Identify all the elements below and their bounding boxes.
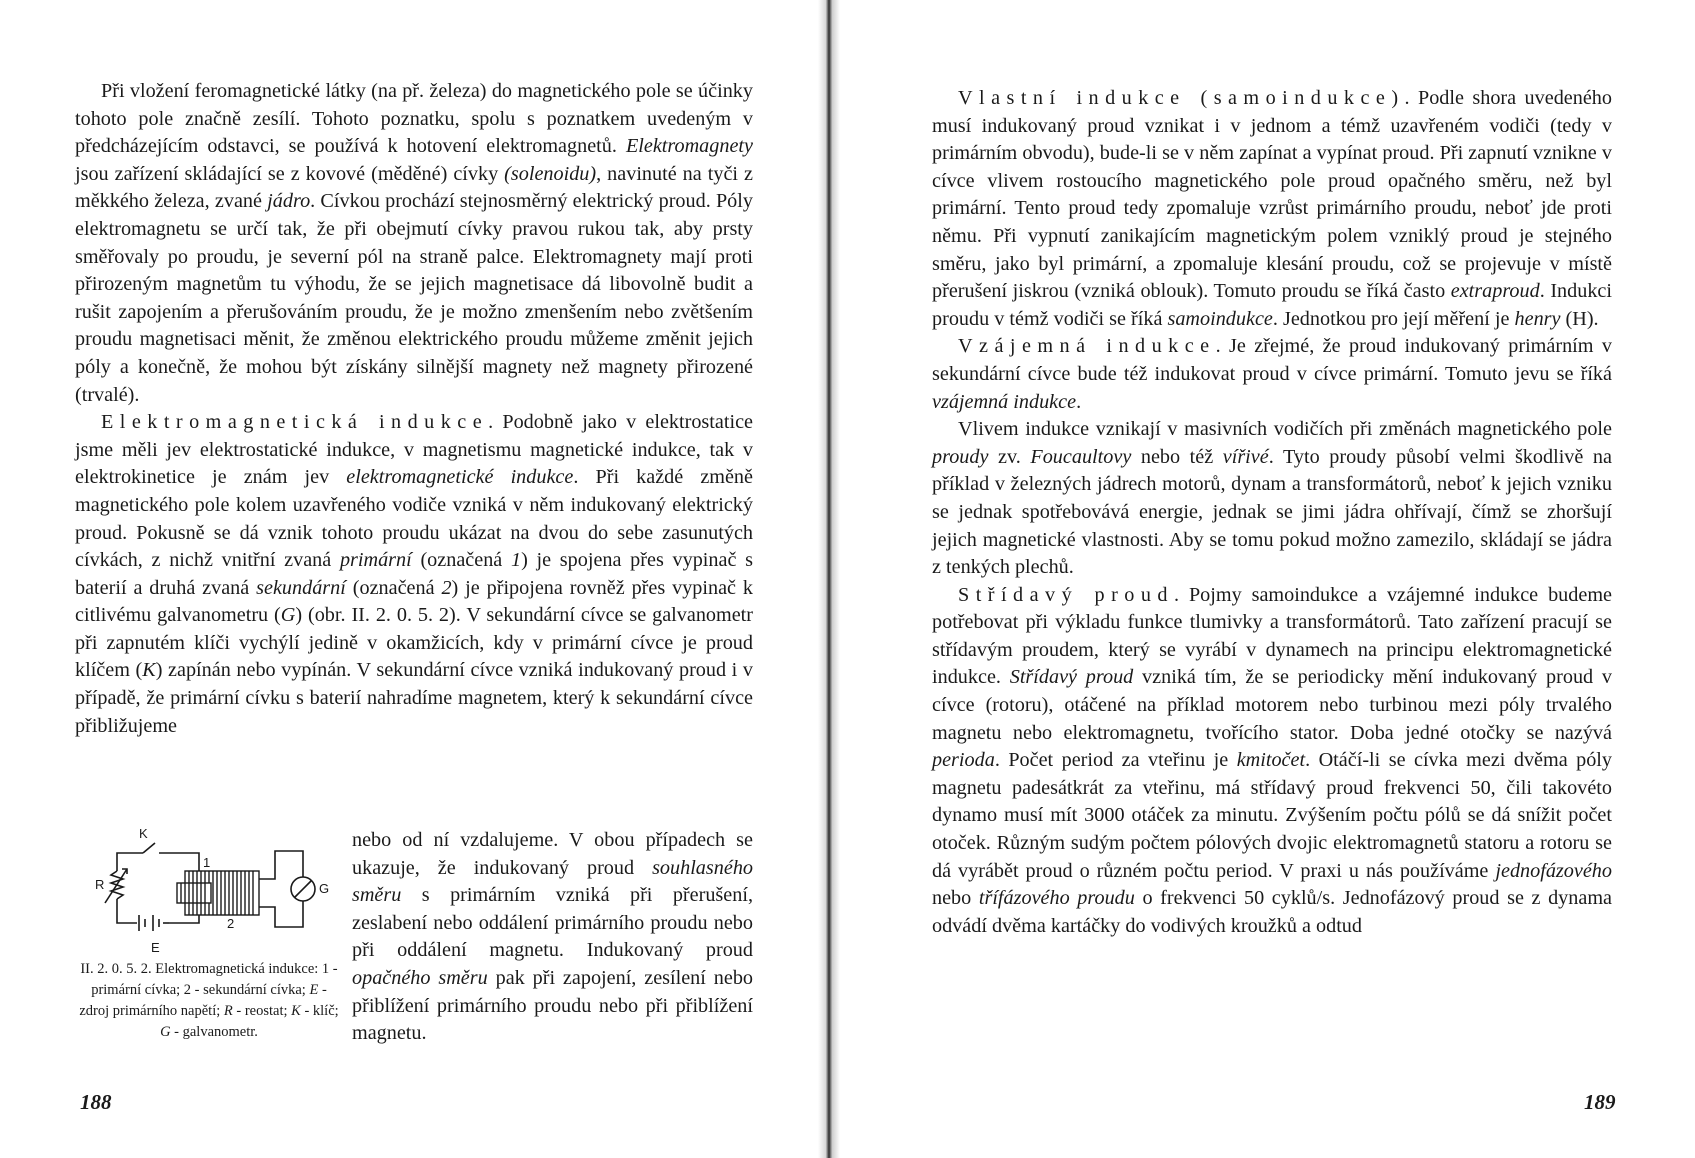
text-run: - klíč; (300, 1003, 339, 1019)
text-run: . Jednotkou pro její měření je (1272, 307, 1515, 330)
text-run: II. 2. 0. 5. 2. Elektromagnetická indukce: 1 - primární cívka; 2 - sekundární cívka; (80, 961, 338, 998)
text-run: s primárním vzniká při přerušení, zeslabení nebo oddálení primárního proudu nebo při oddálení magnetu. Indukovaný proud (352, 884, 753, 962)
text-run: 1 (510, 549, 522, 572)
left-page (0, 0, 818, 1158)
text-run: nebo od ní vzdalujeme. V obou případech se ukazuje, že indukovaný proud (352, 829, 753, 879)
text-run: . Cívkou prochází stejnosměrný elektrický proud. Póly elektromagnetu se určí tak, že při obejmutí cívky pravou rukou tak, aby prsty směřovaly po proudu, je severní pól na straně palce. Elektromagnety mají proti přirozeným magnetům tu výhodu, že se jejich magnetisace dá libovolně budit a rušit zapojením a přerušováním proudu, že je možno zmenšením nebo zvětšením proudu magnetisaci měnit, že změnou elektrického proudu můžeme změnit jejich póly a konečně, že mohou být získány silnější magnety než magnety přirozené (trvalé). (75, 190, 753, 406)
figure-caption (75, 959, 343, 1043)
paragraph-electromagnets (75, 78, 753, 409)
text-run: kmitočet (1236, 749, 1306, 772)
text-run: R (223, 1003, 233, 1019)
text-run: , navinuté na tyči z měkkého železa, zvané (75, 162, 753, 213)
text-run: extraproud (1450, 280, 1540, 303)
text-run: nebo (932, 887, 979, 910)
text-run: G (160, 1024, 171, 1040)
text-run: vzájemná indukce (932, 390, 1077, 413)
text-run: jádro (267, 190, 311, 213)
text-run: primární (339, 549, 412, 572)
text-run: samoindukce (1167, 307, 1273, 330)
label-r: R (95, 877, 105, 892)
text-run: . Indukci proudu v témž vodiči se říká (932, 280, 1613, 330)
induction-circuit-diagram (89, 827, 329, 957)
text-run: Vlivem indukce vznikají v masivních vodičích při změnách magnetického pole (958, 418, 1612, 441)
text-run: jsou zařízení skládající se z kovové (měděné) cívky (75, 162, 505, 185)
text-run: Při vložení feromagnetické látky (na př. železa) do magnetického pole se účinky tohoto pole značně zesílí. Tohoto poznatku, spolu s poznatkem uvedeným v předcházejícím odstavci, se používá k hotovení elektromagnetů. (75, 80, 753, 158)
page-number-left: 188 (80, 1090, 112, 1114)
label-coil-2: 2 (227, 916, 235, 931)
paragraph-electromagnetic-induction (75, 409, 753, 740)
label-g: G (319, 881, 329, 896)
text-run: (H). (1560, 307, 1599, 330)
text-run: . Pojmy samoindukce a vzájemné indukce budeme potřebovat při výkladu funkce tlumivky a transformátorů. Tato zařízení pracují se střídavým proudem, který se vyrábí v dynamech na principu elektromagnetické indukce. (932, 583, 1612, 689)
text-run: henry (1514, 307, 1561, 330)
text-run: vířivé (1222, 445, 1269, 468)
text-run: (označená (411, 549, 511, 572)
text-run: Foucaultovy (1030, 445, 1132, 468)
page-number-right: 189 (1584, 1090, 1616, 1114)
text-run: ) je spojena přes vypinač s baterií a druhá zvaná (75, 549, 753, 599)
text-run: ) zapínán nebo vypínán. V sekundární cívce vzniká indukovaný proud i v případě, že primární cívku s baterií nahradíme magnetem, který k sekundární cívce přibližujeme (75, 659, 753, 737)
figure-induction (75, 827, 343, 1043)
text-run: . Tyto proudy působí velmi škodlivě na příklad v železných jádrech motorů, dynam a transformátorů, neboť k jejich vzniku se jednak spotřebovává energie, jednak se jimi jádra ohřívají, čímž se zhoršují jejich magnetické vlastnosti. Aby se tomu pokud možno zamezilo, skládají se jádra z tenkých plechů. (932, 445, 1612, 579)
text-run: proudy (932, 445, 989, 468)
paragraph-figure-side (352, 827, 753, 1048)
text-run: sekundární (256, 576, 346, 599)
text-run: opačného směru (352, 966, 488, 989)
paragraph-eddy-currents (932, 416, 1612, 582)
text-run: vzniká tím, že se periodicky mění indukovaný proud v cívce (rotoru), otáčené na příklad motorem nebo turbinou mezi póly trvalého magnetu nebo elektromagnetu, tvořícího stator. Doba jedné otočky se nazývá (932, 666, 1613, 744)
left-side-text (352, 827, 753, 1048)
text-run: . Otáčí-li se cívka mezi dvěma póly magnetu padesátkrát za vteřinu, má střídavý proud frekvenci 50, čili takovéto dynamo musí mít 3000 otáček za minutu. Zvýšením počtu pólů se dá snížit počet otoček. Různým sudým počtem pólových dvojic elektromagnetů statoru a rotoru se dá vyrábět proud o různém počtu period. V praxi u nás používáme (932, 749, 1613, 882)
text-run: třífázového proudu (978, 887, 1135, 910)
paragraph-mutual-induction (932, 333, 1612, 416)
text-run: . (1076, 390, 1082, 413)
text-run: . Je zřejmé, že proud indukovaný primárním v sekundární cívce bude též indukovat proud v cívce primární. Tomuto jevu se říká (932, 335, 1612, 385)
text-run: ) je připojena rovněž přes vypinač k citlivému galvanometru ( (75, 576, 753, 627)
text-run: pak při zapojení, zesílení nebo přiblížení primárního proudu nebo při přiblížení magnetu. (352, 966, 754, 1045)
text-run: ) (obr. II. 2. 0. 5. 2). V sekundární cívce se galvanometr při zapnutém klíči vychýlí jedině v okamžicích, kdy v primární cívce je proud klíčem ( (75, 604, 753, 682)
book-gutter (818, 0, 840, 1158)
label-coil-1: 1 (203, 855, 211, 870)
text-run: souhlasného směru (352, 856, 753, 907)
text-run: - galvanometr. (170, 1024, 258, 1040)
text-run: elektromagnetické indukce (346, 466, 574, 489)
text-run: - zdroj primárního napětí; (79, 982, 327, 1019)
text-run: Střídavý proud (958, 583, 1174, 606)
text-run: zv. (988, 445, 1031, 468)
text-run: . Podle shora uvedeného musí indukovaný proud vznikat i v jednom a témž uzavřeném vodiči (tedy v primárním obvodu), bude-li se v něm zapínat a vypínat proud. Při zapnutí vznikne v cívce vlivem rostoucího magnetického pole proud opačného směru, než byl primární. Tento proud tedy zpomaluje vzrůst primárního proudu, neboť jde proti němu. Při vypnutí zanikajícím magnetickým polem vzniklý proud je stejného směru, jako byl primární, a zpomaluje klesání proudu, což se projevuje v místě přerušení jiskrou (vzniká oblouk). Tomuto proudu se říká často (932, 87, 1612, 303)
text-run: (označená (345, 576, 442, 599)
left-main-text (75, 78, 753, 740)
paragraph-self-induction (932, 85, 1612, 333)
text-run: perioda (932, 749, 995, 772)
text-run: . Počet period za vteřinu je (994, 749, 1237, 772)
text-run: nebo též (1131, 445, 1223, 468)
label-k: K (139, 827, 148, 841)
paragraph-alternating-current (932, 582, 1612, 941)
text-run: Elektromagnetická indukce (101, 411, 489, 434)
text-run: G (280, 604, 296, 627)
text-run: K (291, 1003, 301, 1019)
label-e: E (151, 940, 160, 955)
right-page (840, 0, 1695, 1158)
text-run: 2 (441, 576, 452, 599)
text-run: . Podobně jako v elektrostatice jsme měli jev elektrostatické indukce, v magnetismu magnetické indukce, tak v elektrokinetice je znám jev (75, 411, 753, 489)
text-run: Střídavý proud (1009, 666, 1134, 689)
text-run: Vzájemná indukce (958, 335, 1216, 358)
text-run: Vlastní indukce (samoindukce) (958, 87, 1405, 109)
text-run: E (309, 982, 319, 998)
text-run: jednofázového (1495, 859, 1612, 882)
text-run: o frekvenci 50 cyklů/s. Jednofázový proud se z dynama odvádí dvěma kartáčky do vodivých kroužků a odtud (932, 887, 1612, 937)
right-main-text (932, 85, 1612, 940)
text-run: K (142, 659, 156, 682)
text-run: - reostat; (232, 1003, 292, 1019)
text-run: (solenoidu) (504, 162, 597, 185)
text-run: Elektromagnety (625, 135, 753, 158)
text-run: . Při každé změně magnetického pole kolem uzavřeného vodiče vzniká v něm indukovaný elektrický proud. Pokusně se dá vznik tohoto proudu ukázat na dvou do sebe zasunutých cívkách, z nichž vnitřní zvaná (75, 466, 753, 572)
